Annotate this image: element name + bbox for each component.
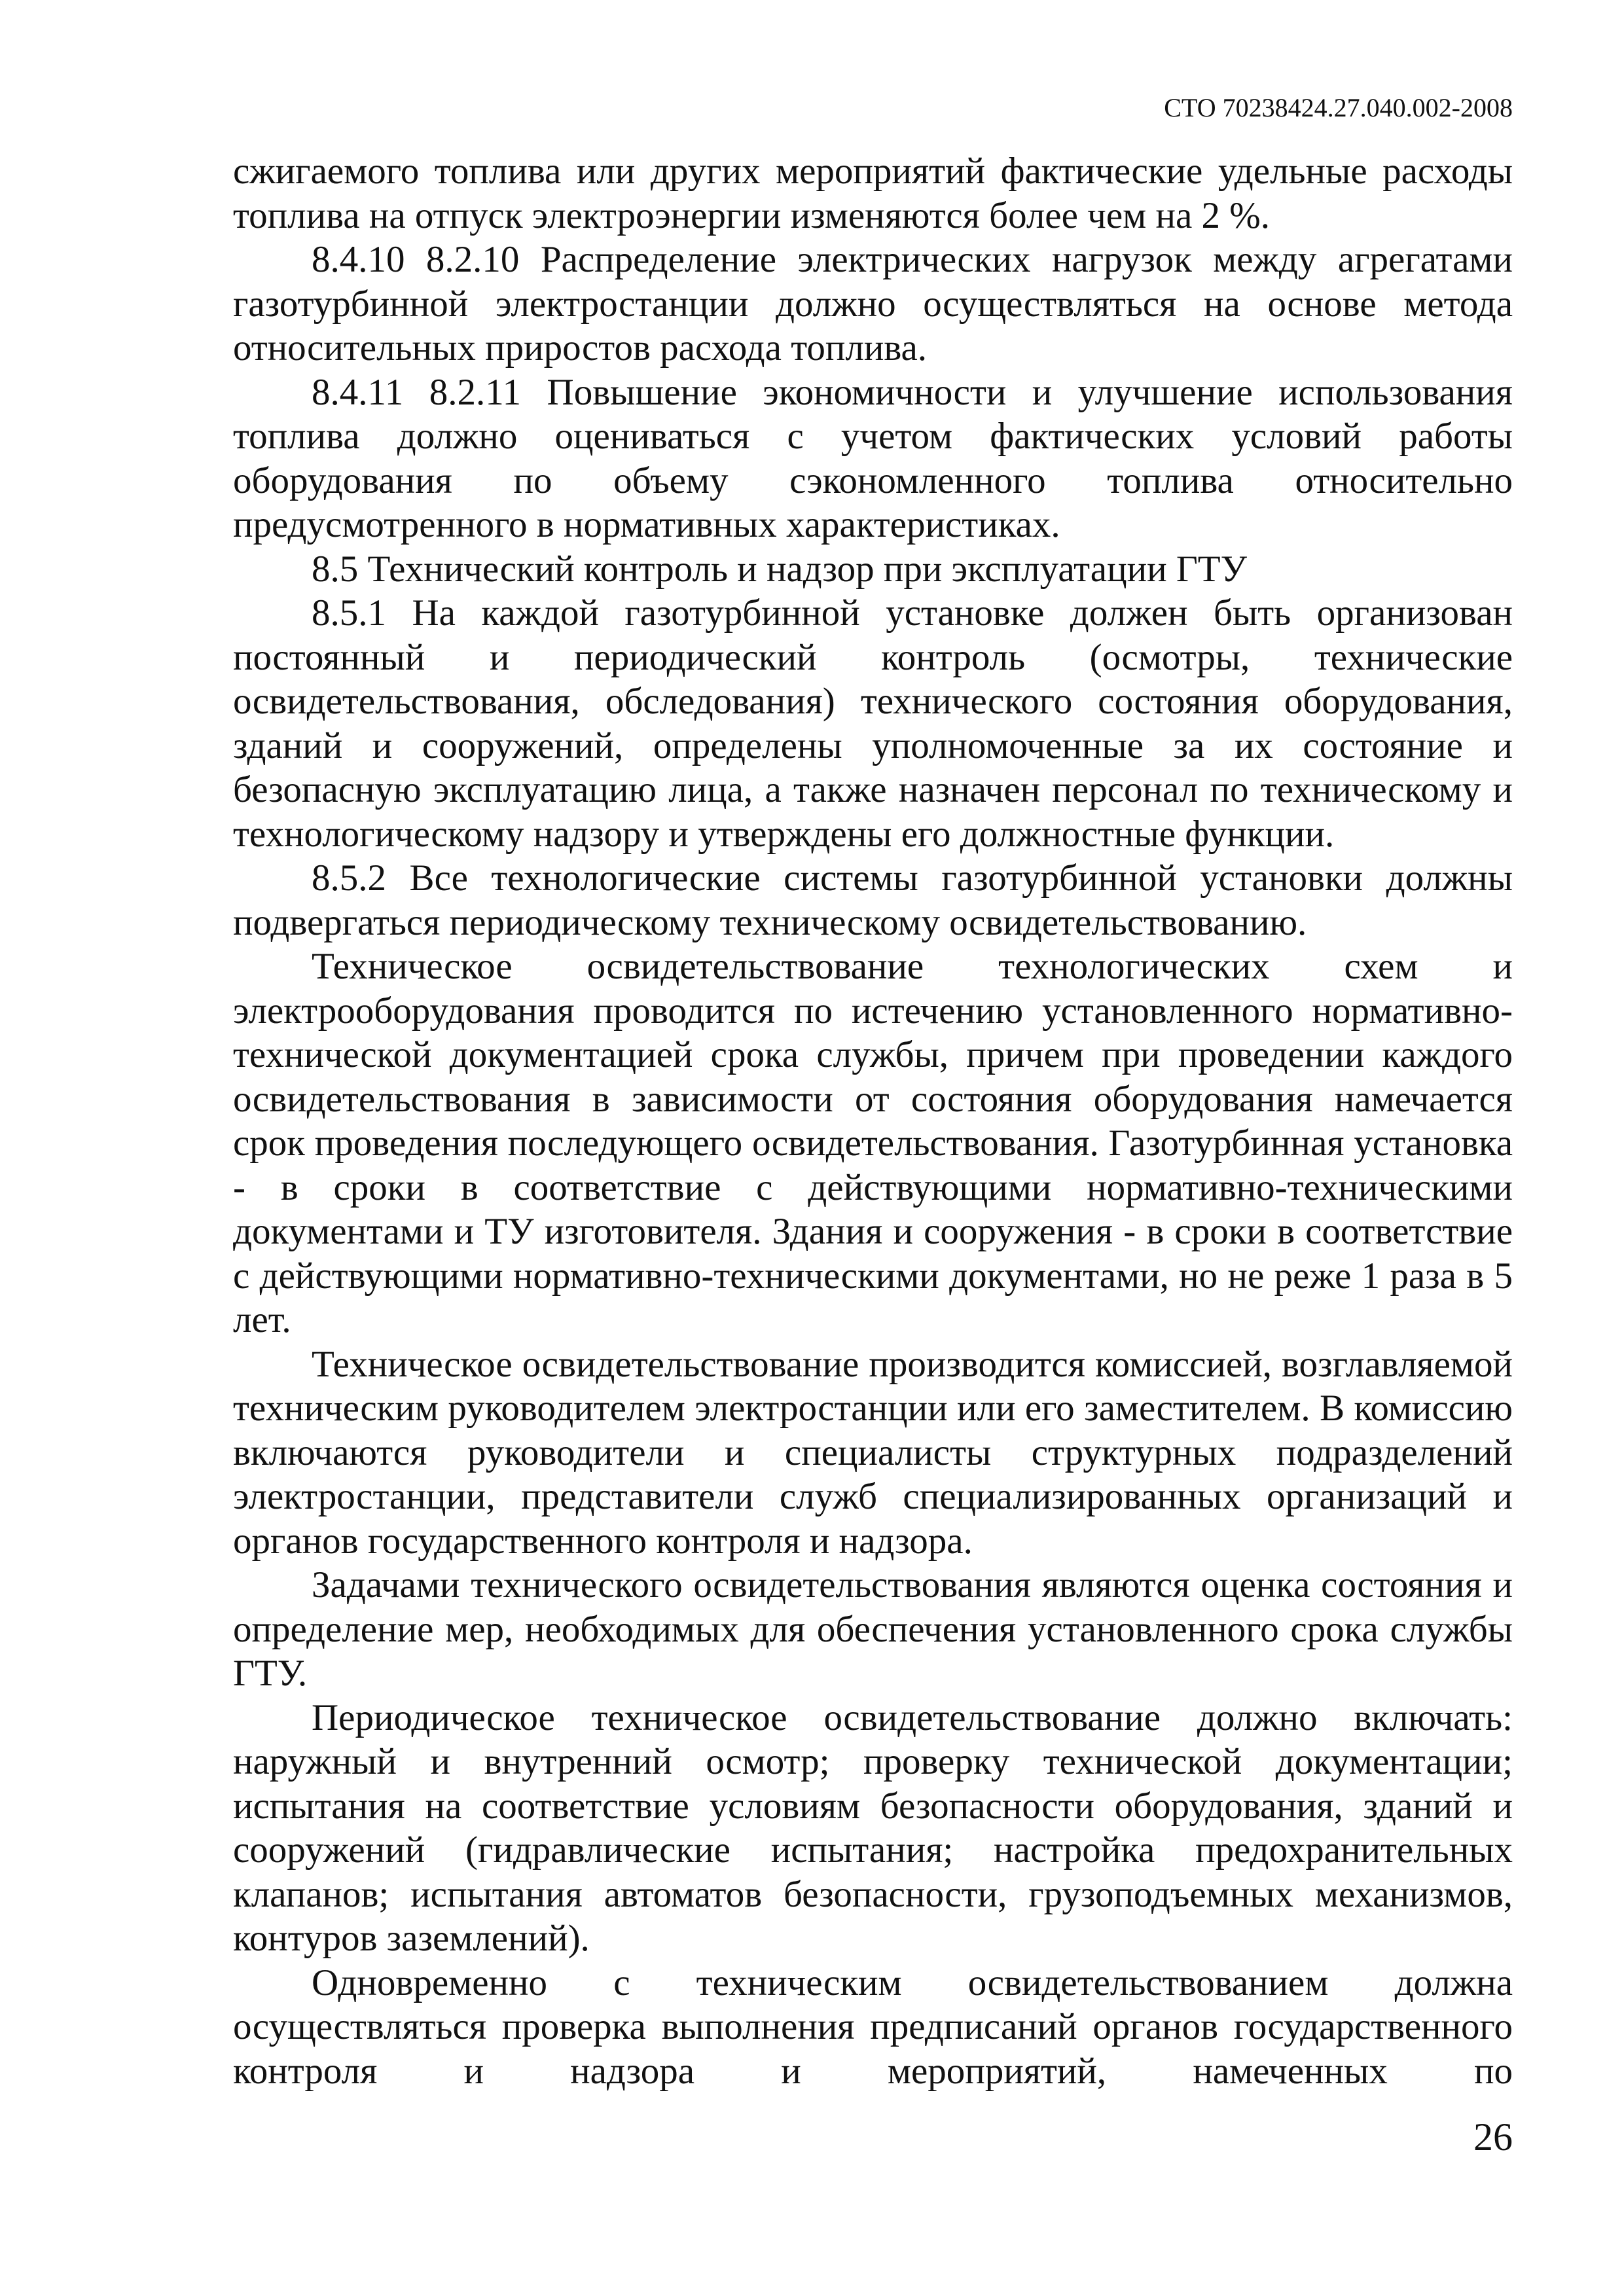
document-code: СТО 70238424.27.040.002-2008 [1164, 93, 1513, 122]
section-heading-8-5: 8.5 Технический контроль и надзор при эксплуатации ГТУ [312, 548, 1247, 590]
paragraph-commission: Техническое освидетельствование производится комиссией, возглавляемой техническим руководителем электростанции или его заместителем. В комиссию включаются руководители и специалисты структурных подразделений электростанции, представители служб специализированных организаций и органов государственного контроля и надзора. [233, 1343, 1513, 1562]
paragraph-8-5-1: 8.5.1 На каждой газотурбинной установке должен быть организован постоянный и периодический контроль (осмотры, технические освидетельствования, обследования) технического состояния оборудования, зданий и сооружений, определены уполномоченные за их состояние и безопасную эксплуатацию лица, а также назначен персонал по техническому и технологическому надзору и утверждены его должностные функции. [233, 592, 1513, 855]
paragraph-simultaneous-check: Одновременно с техническим освидетельствованием должна осуществляться проверка выполнения предписаний органов государственного контроля и надзора и мероприятий, намеченных по [233, 1962, 1513, 2092]
document-body [233, 149, 1513, 2093]
paragraph-8-4-11: 8.4.11 8.2.11 Повышение экономичности и улучшение использования топлива должно оцениваться с учетом фактических условий работы оборудования по объему сэкономленного топлива относительно предусмотренного в нормативных характеристиках. [233, 371, 1513, 545]
paragraph-periodic-inspection: Периодическое техническое освидетельствование должно включать: наружный и внутренний осмотр; проверку технической документации; испытания на соответствие условиям безопасности оборудования, зданий и сооружений (гидравлические испытания; настройка предохранительных клапанов; испытания автоматов безопасности, грузоподъемных механизмов, контуров заземлений). [233, 1696, 1513, 1959]
paragraph-inspection-schedule: Техническое освидетельствование технологических схем и электрооборудования проводится по истечению установленного нормативно-технической документацией срока службы, причем при проведении каждого освидетельствования в зависимости от состояния оборудования намечается срок проведения последующего освидетельствования. Газотурбинная установка - в сроки в соответствие с действующими нормативно-техническими документами и ТУ изготовителя. Здания и сооружения - в сроки в соответствие с действующими нормативно-техническими документами, но не реже 1 раза в 5 лет. [233, 946, 1513, 1340]
paragraph-continuation: сжигаемого топлива или других мероприятий фактические удельные расходы топлива на отпуск электроэнергии изменяются более чем на 2 %. [233, 151, 1513, 236]
paragraph-8-4-10: 8.4.10 8.2.10 Распределение электрических нагрузок между агрегатами газотурбинной электростанции должно осуществляться на основе метода относительных приростов расхода топлива. [233, 239, 1513, 368]
paragraph-8-5-2: 8.5.2 Все технологические системы газотурбинной установки должны подвергаться периодическому техническому освидетельствованию. [233, 857, 1513, 943]
paragraph-tasks: Задачами технического освидетельствования являются оценка состояния и определение мер, необходимых для обеспечения установленного срока службы ГТУ. [233, 1564, 1513, 1694]
page-number: 26 [1473, 2115, 1513, 2159]
